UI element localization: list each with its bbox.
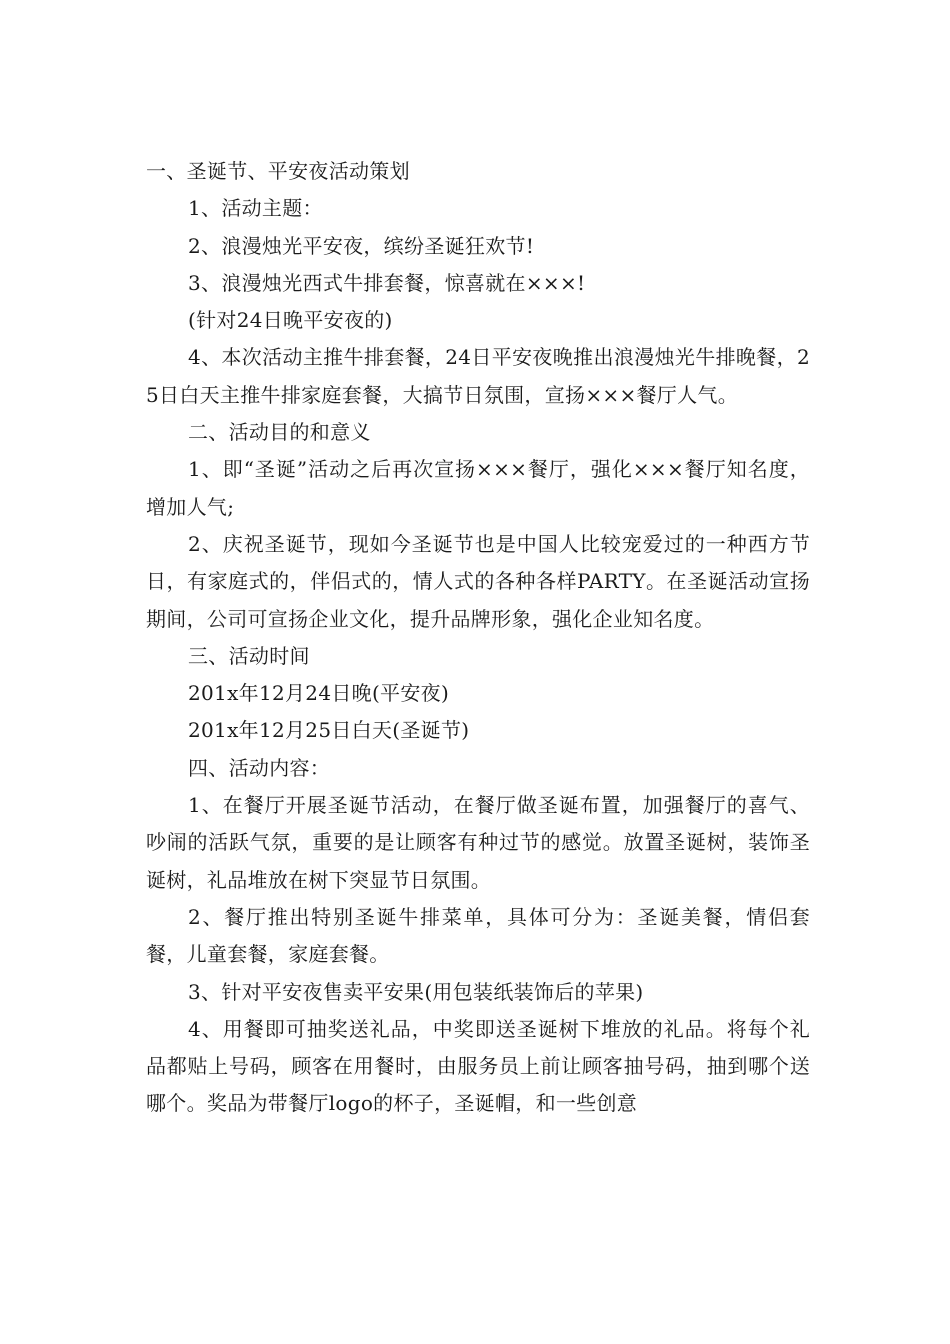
paragraph: 201x年12月25日白天(圣诞节) [188,718,470,743]
paragraph: (针对24日晚平安夜的) [188,308,393,333]
section-heading-1: 一、圣诞节、平安夜活动策划 [146,159,410,183]
paragraph: 1、即“圣诞”活动之后再次宣扬×××餐厅，强化×××餐厅知名度，增加人气; [146,457,810,519]
paragraph: 1、活动主题： [188,196,323,221]
document-body [146,153,810,1123]
paragraph: 2、庆祝圣诞节，现如今圣诞节也是中国人比较宠爱过的一种西方节日，有家庭式的，伴侣式的，情人式的各种各样PARTY。在圣诞活动宣扬期间，公司可宣扬企业文化，提升品牌形象，强化企业知名度。 [146,531,810,631]
paragraph: 3、针对平安夜售卖平安果(用包装纸装饰后的苹果) [188,979,644,1004]
section-heading-3: 三、活动时间 [188,643,310,668]
paragraph: 201x年12月24日晚(平安夜) [188,681,450,706]
paragraph: 1、在餐厅开展圣诞节活动，在餐厅做圣诞布置，加强餐厅的喜气、吵闹的活跃气氛，重要的是让顾客有种过节的感觉。放置圣诞树，装饰圣诞树，礼品堆放在树下突显节日氛围。 [146,793,810,892]
paragraph: 2、餐厅推出特别圣诞牛排菜单，具体可分为：圣诞美餐，情侣套餐，儿童套餐，家庭套餐。 [146,904,810,967]
section-heading-4: 四、活动内容： [188,755,331,780]
paragraph: 4、用餐即可抽奖送礼品，中奖即送圣诞树下堆放的礼品。将每个礼品都贴上号码，顾客在用餐时，由服务员上前让顾客抽号码，抽到哪个送哪个。奖品为带餐厅logo的杯子，圣诞帽，和一些创意 [146,1016,810,1116]
paragraph: 2、浪漫烛光平安夜，缤纷圣诞狂欢节! [188,233,535,258]
section-heading-2: 二、活动目的和意义 [188,420,371,445]
paragraph: 3、浪漫烛光西式牛排套餐，惊喜就在×××! [188,270,586,295]
paragraph: 4、本次活动主推牛排套餐，24日平安夜晚推出浪漫烛光牛排晚餐，25日白天主推牛排家庭套餐，大搞节日氛围，宣扬×××餐厅人气。 [146,345,810,407]
